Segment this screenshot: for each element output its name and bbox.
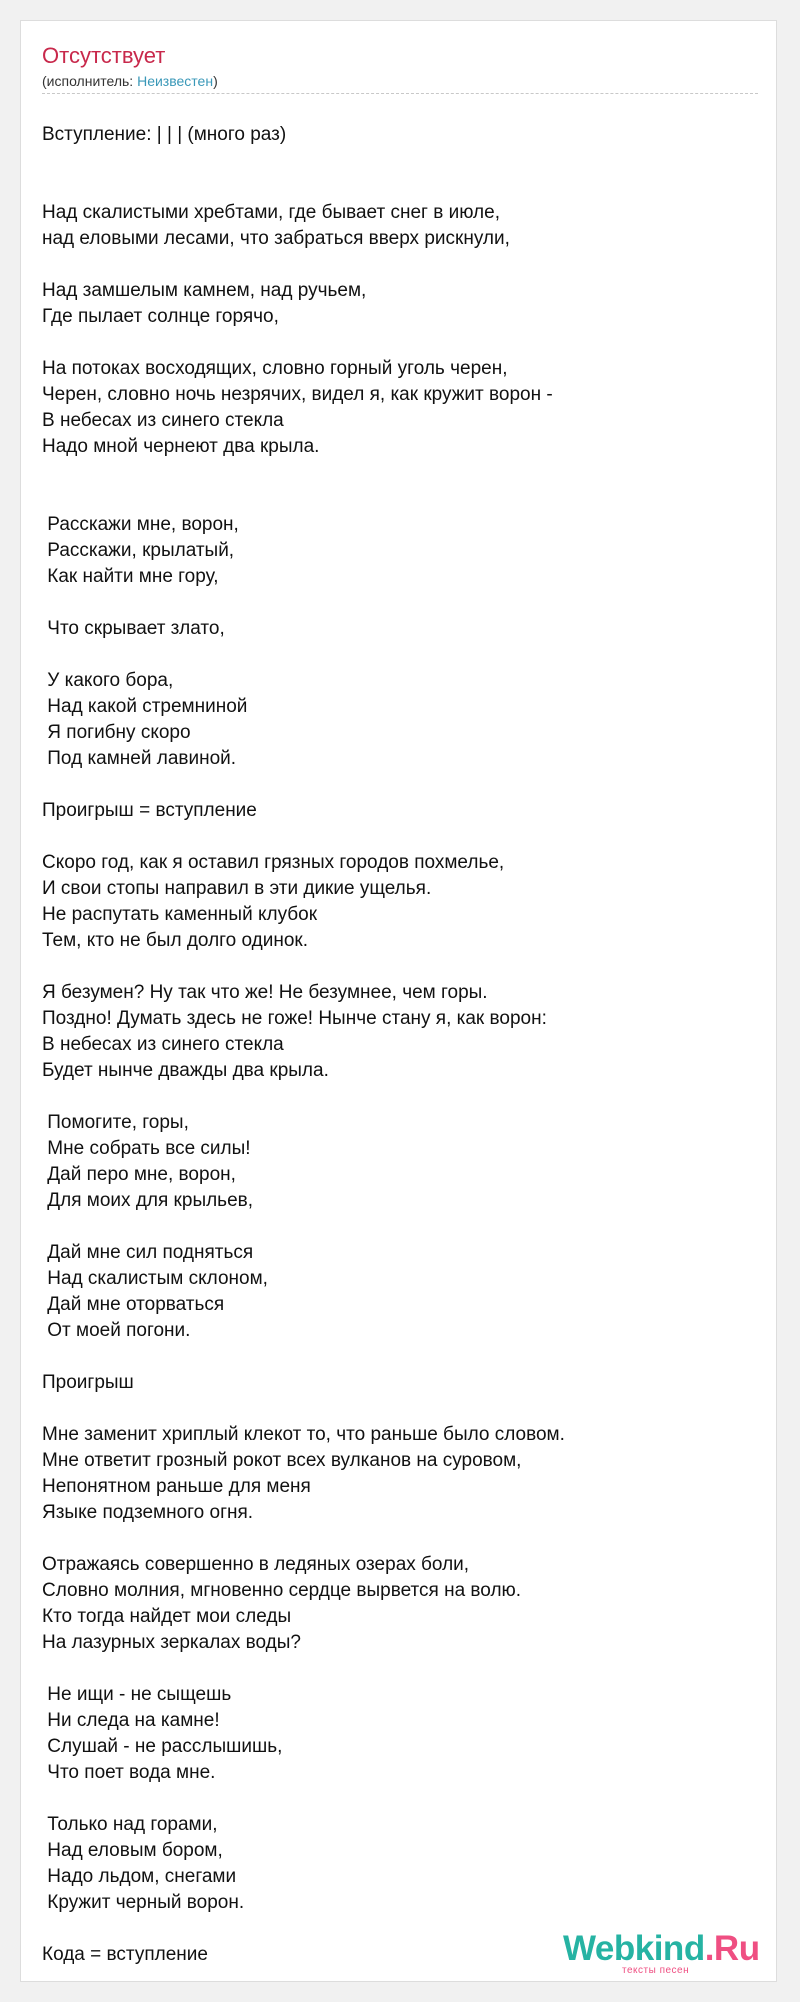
lyric-line: Над замшелым камнем, над ручьем, — [42, 280, 367, 301]
lyrics-card — [20, 20, 777, 1982]
logo-domain: .Ru — [704, 1929, 760, 1968]
lyric-line: Словно молния, мгновенно сердце вырвется на волю. — [42, 1580, 522, 1601]
lyric-line: Будет нынче дважды два крыла. — [42, 1060, 329, 1081]
lyric-line: Надо льдом, снегами — [42, 1866, 237, 1887]
lyric-line: Что поет вода мне. — [42, 1762, 216, 1783]
lyric-line: На лазурных зеркалах воды? — [42, 1632, 301, 1653]
lyric-line: Кода = вступление — [42, 1944, 208, 1965]
lyric-line: Я безумен? Ну так что же! Не безумнее, чем горы. — [42, 982, 488, 1003]
logo-main: Webkind — [563, 1929, 705, 1968]
lyric-line — [42, 772, 565, 798]
lyric-line: В небесах из синего стекла — [42, 1034, 284, 1055]
lyric-line: Проигрыш = вступление — [42, 800, 257, 821]
lyric-line — [42, 486, 565, 512]
logo-tagline: тексты песен — [622, 1965, 690, 1976]
lyric-line: Языке подземного огня. — [42, 1502, 254, 1523]
lyric-line — [42, 1214, 565, 1240]
lyric-line: Что скрывает злато, — [42, 618, 225, 639]
lyric-line — [42, 1526, 565, 1552]
lyric-line: Я погибну скоро — [42, 722, 191, 743]
lyric-line: Мне собрать все силы! — [42, 1138, 251, 1159]
webkind-logo[interactable] — [563, 1929, 760, 1969]
lyric-line: Кто тогда найдет мои следы — [42, 1606, 292, 1627]
lyric-line: Вступление: | | | (много раз) — [42, 124, 287, 145]
lyric-line: Под камней лавиной. — [42, 748, 237, 769]
lyric-line: Над какой стремниной — [42, 696, 248, 717]
lyric-line: Мне ответит грозный рокот всех вулканов на суровом, — [42, 1450, 522, 1471]
lyric-line: Над еловым бором, — [42, 1840, 223, 1861]
lyric-line: Мне заменит хриплый клекот то, что раньше было словом. — [42, 1424, 565, 1445]
lyric-line — [42, 252, 565, 278]
lyric-line — [42, 954, 565, 980]
lyric-line: От моей погони. — [42, 1320, 191, 1341]
lyric-line — [42, 174, 565, 200]
lyric-line: На потоках восходящих, словно горный уголь черен, — [42, 358, 508, 379]
lyric-line: Не распутать каменный клубок — [42, 904, 318, 925]
lyric-line — [42, 460, 565, 486]
lyric-line: Кружит черный ворон. — [42, 1892, 245, 1913]
lyric-line — [42, 1396, 565, 1422]
lyric-line: Скоро год, как я оставил грязных городов похмелье, — [42, 852, 505, 873]
lyric-line: У какого бора, — [42, 670, 174, 691]
lyric-line — [42, 1344, 565, 1370]
lyric-line: Черен, словно ночь незрячих, видел я, как кружит ворон - — [42, 384, 553, 405]
title-divider — [42, 93, 758, 94]
lyric-line: Как найти мне гору, — [42, 566, 219, 587]
lyric-line: Дай мне оторваться — [42, 1294, 225, 1315]
lyric-line: Над скалистыми хребтами, где бывает снег в июле, — [42, 202, 500, 223]
lyric-line: Над скалистым склоном, — [42, 1268, 268, 1289]
lyric-line — [42, 1916, 565, 1942]
byline-prefix: (исполнитель: — [42, 73, 138, 89]
lyric-line — [42, 824, 565, 850]
lyric-line — [42, 1656, 565, 1682]
lyric-line — [42, 1084, 565, 1110]
lyric-line: Ни следа на камне! — [42, 1710, 220, 1731]
lyric-line: Надо мной чернеют два крыла. — [42, 436, 320, 457]
lyric-line: Расскажи мне, ворон, — [42, 514, 239, 535]
lyric-line: Где пылает солнце горячо, — [42, 306, 279, 327]
song-title: Отсутствует — [42, 43, 166, 68]
lyrics-text — [42, 122, 565, 1968]
lyric-line: И свои стопы направил в эти дикие ущелья. — [42, 878, 432, 899]
lyric-line — [42, 642, 565, 668]
lyric-line — [42, 1786, 565, 1812]
lyric-line: Отражаясь совершенно в ледяных озерах боли, — [42, 1554, 470, 1575]
lyric-line: Дай мне сил подняться — [42, 1242, 254, 1263]
lyric-line: Поздно! Думать здесь не гоже! Нынче стану я, как ворон: — [42, 1008, 547, 1029]
lyric-line — [42, 330, 565, 356]
lyric-line: Не ищи - не сыщешь — [42, 1684, 232, 1705]
lyric-line — [42, 148, 565, 174]
lyric-line: Проигрыш — [42, 1372, 134, 1393]
lyric-line: Помогите, горы, — [42, 1112, 189, 1133]
lyric-line: Дай перо мне, ворон, — [42, 1164, 236, 1185]
lyric-line: над еловыми лесами, что забраться вверх рискнули, — [42, 228, 510, 249]
lyric-line: Расскажи, крылатый, — [42, 540, 235, 561]
lyric-line: Для моих для крыльев, — [42, 1190, 254, 1211]
lyric-line — [42, 590, 565, 616]
lyric-line: Слушай - не расслышишь, — [42, 1736, 283, 1757]
byline-suffix: ) — [213, 73, 218, 89]
lyric-line: В небесах из синего стекла — [42, 410, 284, 431]
lyric-line: Тем, кто не был долго одинок. — [42, 930, 309, 951]
artist-byline — [42, 73, 218, 89]
lyric-line: Только над горами, — [42, 1814, 218, 1835]
artist-link[interactable]: Неизвестен — [137, 73, 214, 89]
lyric-line: Непонятном раньше для меня — [42, 1476, 311, 1497]
